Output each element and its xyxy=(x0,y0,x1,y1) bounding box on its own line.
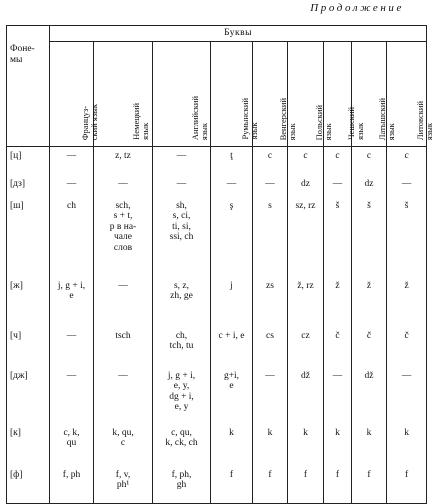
language-header xyxy=(387,42,434,147)
table-row xyxy=(7,277,427,327)
letter-cell xyxy=(153,327,211,367)
letter-cell xyxy=(50,197,94,277)
letter-cell xyxy=(211,367,253,424)
letter-cell xyxy=(387,367,427,424)
letter-cell xyxy=(50,466,94,504)
letter-value: — xyxy=(118,370,128,381)
phonemes-header: Фоне- мы xyxy=(7,26,50,147)
language-header xyxy=(153,42,211,147)
table-row xyxy=(7,327,427,367)
letter-value: ş xyxy=(229,200,234,211)
letter-cell xyxy=(352,466,387,504)
letter-cell xyxy=(94,466,153,504)
letter-value: — xyxy=(176,178,187,189)
letter-cell xyxy=(324,424,352,466)
letter-value: — xyxy=(66,330,77,341)
letter-value: ch xyxy=(67,200,76,211)
language-header xyxy=(50,42,99,147)
letter-value: f xyxy=(268,469,272,480)
letter-cell xyxy=(94,175,153,197)
letter-value: c xyxy=(303,151,308,161)
letter-value: — xyxy=(226,178,237,189)
letter-value: ch, tch, tu xyxy=(169,330,194,351)
table-row xyxy=(7,147,427,175)
letter-value: sh, s, ci, ti, si, ssi, ch xyxy=(169,200,194,242)
letter-value: j xyxy=(230,280,233,291)
letter-value: g+i, e xyxy=(223,370,240,391)
letter-cell xyxy=(211,327,253,367)
language-header-row xyxy=(7,42,427,147)
letter-value: c xyxy=(366,151,372,161)
letter-value: c xyxy=(267,151,273,161)
phoneme-cell: [ф] xyxy=(7,466,50,504)
letter-value: f xyxy=(404,469,409,480)
letter-value: — xyxy=(118,178,128,189)
language-label: Английский язык xyxy=(189,95,209,140)
letter-cell xyxy=(253,327,288,367)
letter-value: — xyxy=(118,280,128,291)
letter-cell xyxy=(387,175,427,197)
letter-value: — xyxy=(401,370,412,381)
language-header xyxy=(94,42,153,147)
letter-cell xyxy=(153,277,211,327)
table-row xyxy=(7,197,427,277)
letter-cell xyxy=(253,197,288,277)
phoneme-cell: [ц] xyxy=(7,147,50,175)
letter-value: dz xyxy=(364,178,374,189)
letter-cell xyxy=(94,327,153,367)
letter-cell xyxy=(324,197,352,277)
letter-value: s xyxy=(268,200,272,211)
letter-cell xyxy=(352,147,387,175)
language-header xyxy=(324,42,365,147)
letter-cell xyxy=(387,277,427,327)
language-label: Литовский язык xyxy=(414,100,434,140)
letters-header: Буквы xyxy=(50,26,427,42)
letter-cell xyxy=(253,175,288,197)
letter-value: — xyxy=(176,151,187,161)
letter-value: f xyxy=(303,469,308,480)
letter-value: č xyxy=(335,330,340,341)
language-header xyxy=(352,42,396,147)
letter-cell xyxy=(324,466,352,504)
letter-cell xyxy=(288,424,324,466)
letter-cell xyxy=(153,466,211,504)
letter-value: cs xyxy=(266,330,274,341)
table-row xyxy=(7,175,427,197)
letter-value: k, qu, c xyxy=(112,427,134,448)
letter-cell xyxy=(288,367,324,424)
letter-cell xyxy=(352,424,387,466)
letter-value: č xyxy=(404,330,409,341)
letter-value: f, ph xyxy=(62,469,81,480)
letter-cell xyxy=(288,466,324,504)
letter-value: j, g + i, e xyxy=(57,280,86,301)
letter-value: dž xyxy=(301,370,310,381)
letter-cell xyxy=(94,424,153,466)
letter-cell xyxy=(94,197,153,277)
language-label: Француз- ский язык xyxy=(79,103,99,140)
table-row xyxy=(7,424,427,466)
letter-cell xyxy=(387,466,427,504)
phoneme-cell: [ж] xyxy=(7,277,50,327)
letter-cell xyxy=(253,424,288,466)
letter-value: k xyxy=(229,427,234,438)
language-label: Латышский язык xyxy=(377,97,396,140)
letter-value: f xyxy=(335,469,340,480)
letter-cell xyxy=(50,424,94,466)
letter-value: — xyxy=(332,370,343,381)
letter-value: c, k, qu xyxy=(63,427,80,448)
letter-cell xyxy=(50,277,94,327)
letter-value: f, ph, gh xyxy=(171,469,192,490)
letter-value: ž, rz xyxy=(297,280,314,291)
letter-cell xyxy=(352,175,387,197)
letter-cell xyxy=(324,147,352,175)
letter-cell xyxy=(153,424,211,466)
letter-cell xyxy=(211,175,253,197)
letter-cell xyxy=(288,327,324,367)
letter-cell xyxy=(50,327,94,367)
letter-value: k xyxy=(366,427,372,438)
letter-cell xyxy=(153,147,211,175)
letter-value: f xyxy=(229,469,234,480)
letter-cell xyxy=(50,367,94,424)
letter-cell xyxy=(94,277,153,327)
continuation-label: Продолжение xyxy=(310,2,404,14)
phoneme-cell: [дж] xyxy=(7,367,50,424)
letter-cell xyxy=(211,197,253,277)
letter-cell xyxy=(211,424,253,466)
letter-value: c, qu, k, ck, ch xyxy=(165,427,198,448)
language-label: Немецкий язык xyxy=(131,103,150,140)
letter-value: k xyxy=(335,427,340,438)
letter-value: tsch xyxy=(115,330,131,341)
letter-cell xyxy=(253,147,288,175)
letter-cell xyxy=(253,466,288,504)
phoneme-cell: [дз] xyxy=(7,175,50,197)
table-body xyxy=(7,147,427,504)
letter-cell xyxy=(153,197,211,277)
phoneme-letters-table xyxy=(6,25,434,504)
letter-cell xyxy=(324,277,352,327)
letter-value: — xyxy=(265,370,275,381)
letter-value: š xyxy=(335,200,340,211)
letter-value: ž xyxy=(404,280,409,291)
letter-value: dž xyxy=(364,370,374,381)
letter-value: cz xyxy=(301,330,310,341)
language-label: Венгерский язык xyxy=(278,97,297,140)
letter-value: c xyxy=(404,151,409,161)
letter-value: zs xyxy=(266,280,274,291)
letter-value: f, v, ph¹ xyxy=(115,469,131,490)
language-header xyxy=(288,42,333,147)
letter-value: k xyxy=(404,427,409,438)
letter-cell xyxy=(387,197,427,277)
language-label: Румынский язык xyxy=(239,98,259,140)
letter-value: sch, s + t, p в на- чале слов xyxy=(109,200,137,253)
letter-value: č xyxy=(366,330,372,341)
letter-cell xyxy=(94,367,153,424)
letter-cell xyxy=(288,277,324,327)
letter-cell xyxy=(352,277,387,327)
letter-cell xyxy=(288,147,324,175)
letter-value: — xyxy=(66,151,77,161)
letter-cell xyxy=(387,147,427,175)
letter-value: z, tz xyxy=(115,151,131,161)
phoneme-cell: [к] xyxy=(7,424,50,466)
letter-value: ţ xyxy=(230,151,233,161)
letter-cell xyxy=(288,197,324,277)
letter-cell xyxy=(324,175,352,197)
letter-cell xyxy=(387,424,427,466)
letter-cell xyxy=(153,367,211,424)
letter-cell xyxy=(211,147,253,175)
letter-cell xyxy=(253,277,288,327)
letter-cell xyxy=(288,175,324,197)
table-row xyxy=(7,466,427,504)
letter-cell xyxy=(352,327,387,367)
letter-value: k xyxy=(267,427,273,438)
language-label: Польский язык xyxy=(313,104,333,140)
letter-cell xyxy=(387,327,427,367)
letter-cell xyxy=(352,367,387,424)
letter-value: — xyxy=(332,178,343,189)
letter-value: — xyxy=(66,370,77,381)
letter-value: — xyxy=(401,178,412,189)
letter-value: j, g + i, e, y, dg + i, e, y xyxy=(167,370,196,412)
letter-value: sz, rz xyxy=(295,200,316,211)
letter-cell xyxy=(211,466,253,504)
letter-value: f xyxy=(367,469,371,480)
letter-cell xyxy=(324,327,352,367)
phoneme-cell: [ч] xyxy=(7,327,50,367)
letter-value: k xyxy=(303,427,308,438)
letter-cell xyxy=(253,367,288,424)
table-row xyxy=(7,367,427,424)
phoneme-cell: [ш] xyxy=(7,197,50,277)
language-header xyxy=(211,42,259,147)
letter-cell xyxy=(324,367,352,424)
letter-value: ž xyxy=(366,280,372,291)
letter-value: c + i, e xyxy=(218,330,245,341)
letter-value: s, z, zh, ge xyxy=(170,280,193,301)
letter-cell xyxy=(352,197,387,277)
letter-cell xyxy=(94,147,153,175)
letter-value: — xyxy=(66,178,77,189)
letter-value: š xyxy=(367,200,371,211)
letter-cell xyxy=(211,277,253,327)
letter-cell xyxy=(50,147,94,175)
letter-cell xyxy=(50,175,94,197)
letter-value: ž xyxy=(335,280,340,291)
letter-value: š xyxy=(404,200,409,211)
language-header xyxy=(253,42,297,147)
letter-value: — xyxy=(265,178,275,189)
language-label: Чешский язык xyxy=(345,107,365,140)
letter-value: c xyxy=(335,151,340,161)
letter-value: dz xyxy=(301,178,310,189)
letter-cell xyxy=(153,175,211,197)
